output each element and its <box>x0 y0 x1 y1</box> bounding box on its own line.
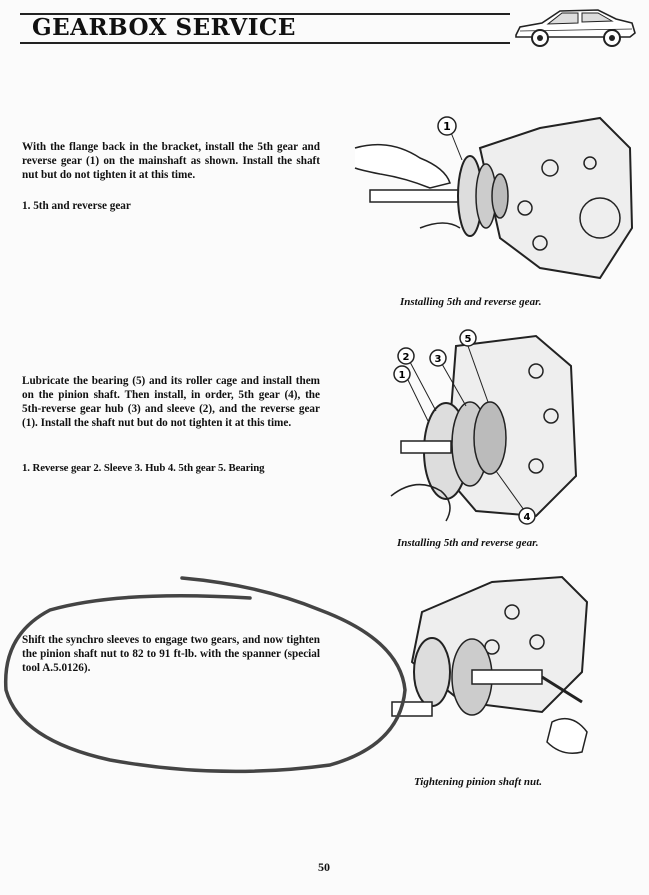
section-1-text: With the flange back in the bracket, install the 5th gear and reverse gear (1) on the mainshaft as shown. Install the shaft nut but do not tighten it at this time. <box>22 141 320 181</box>
header-rule-bottom <box>20 42 510 44</box>
callout-label: 3 <box>434 354 442 365</box>
hand-drawn-circle <box>0 570 420 780</box>
car-icon <box>512 5 638 51</box>
section-3-text: Shift the synchro sleeves to engage two gears, and now tighten the pinion shaft nut to 82 to 91 ft-lb. with the spanner (special tool A.5.0126). <box>22 634 320 674</box>
callout-label: 1 <box>398 370 406 381</box>
caption-1: Installing 5th and reverse gear. <box>400 296 542 308</box>
page-title: GEARBOX SERVICE <box>32 14 296 41</box>
caption-2: Installing 5th and reverse gear. <box>397 537 539 549</box>
illustration-installing-5th-reverse-gear-1 <box>350 108 640 293</box>
callout-label: 2 <box>402 352 410 363</box>
caption-3: Tightening pinion shaft nut. <box>414 776 542 788</box>
page-number: 50 <box>318 860 330 874</box>
callout-label: 1 <box>443 120 451 133</box>
section-2-legend: 1. Reverse gear 2. Sleeve 3. Hub 4. 5th gear 5. Bearing <box>22 462 265 474</box>
callout-label: 5 <box>464 334 472 345</box>
callout-label: 4 <box>523 512 531 523</box>
illustration-installing-5th-reverse-gear-2 <box>386 326 586 531</box>
section-2-text: Lubricate the bearing (5) and its roller cage and install them on the pinion shaft. Then install, in order, 5th gear (4), the 5th-reverse gear hub (3) and sleeve (2), and the reverse gear (1). Install the shaft nut but do not tighten it at this time. <box>22 375 320 429</box>
section-1-legend: 1. 5th and reverse gear <box>22 200 131 212</box>
